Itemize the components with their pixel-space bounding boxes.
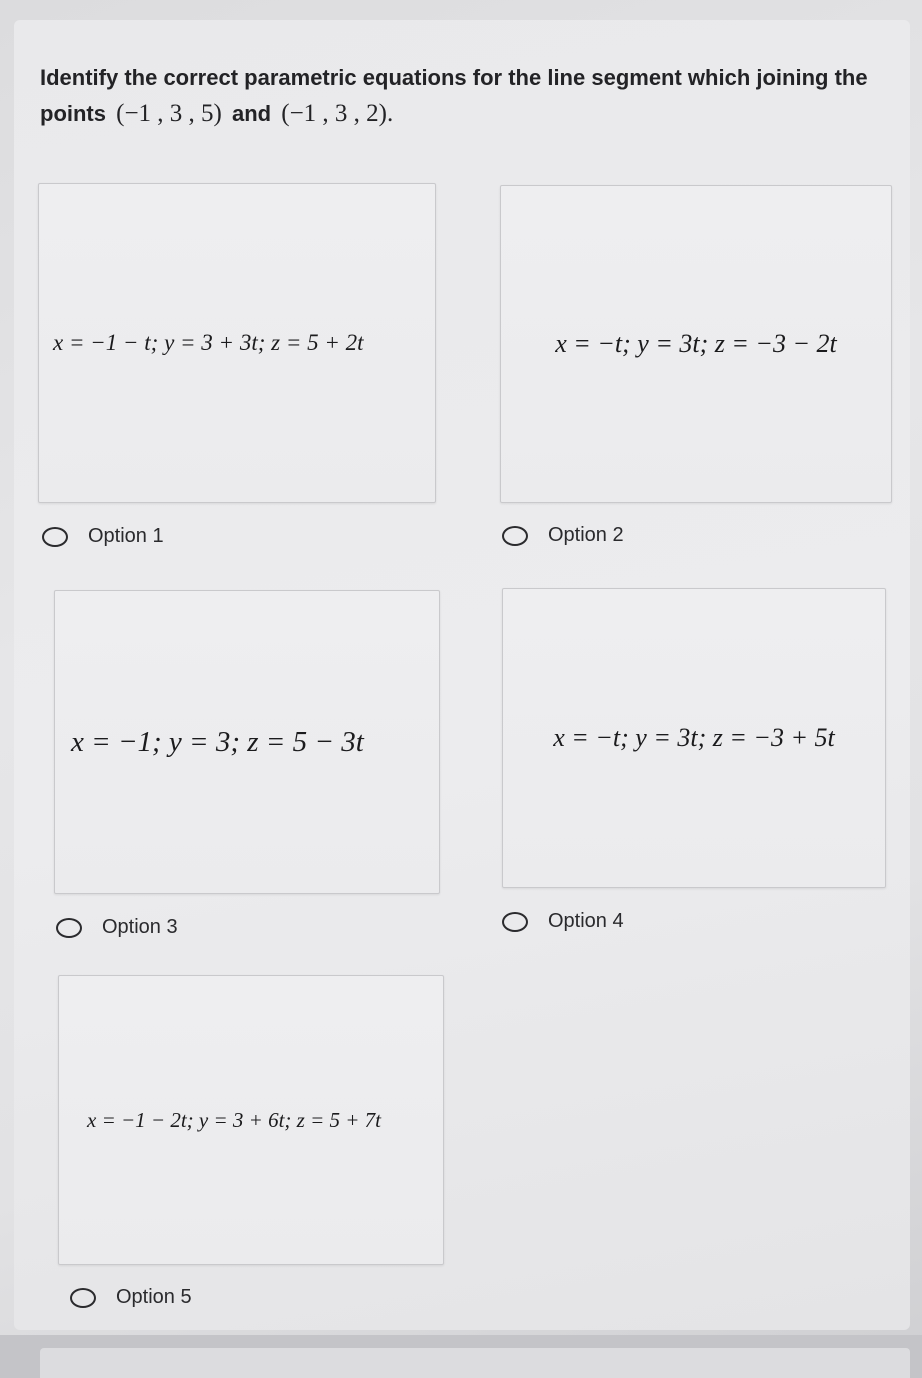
option-2-radio-row[interactable] bbox=[502, 524, 624, 547]
option-4-radio-row[interactable] bbox=[502, 910, 624, 933]
option-4-equation: x = −t; y = 3t; z = −3 + 5t bbox=[553, 723, 835, 752]
option-1-radio-row[interactable] bbox=[42, 525, 164, 548]
point-b: (−1 , 3 , 2). bbox=[281, 100, 394, 127]
option-4-label: Option 4 bbox=[548, 910, 624, 932]
option-2-radio[interactable] bbox=[502, 526, 528, 546]
option-5-label: Option 5 bbox=[116, 1286, 192, 1308]
option-1-label: Option 1 bbox=[88, 525, 164, 547]
option-2-equation: x = −t; y = 3t; z = −3 − 2t bbox=[555, 329, 837, 358]
option-3-equation: x = −1; y = 3; z = 5 − 3t bbox=[71, 725, 364, 758]
question-prompt: Identify the correct parametric equations for the line segment which joining the points bbox=[40, 65, 868, 126]
next-question-strip bbox=[40, 1348, 910, 1378]
option-5-card[interactable] bbox=[58, 975, 444, 1265]
option-3-radio-row[interactable] bbox=[56, 916, 178, 939]
option-3-radio[interactable] bbox=[56, 918, 82, 938]
option-2-label: Option 2 bbox=[548, 524, 624, 546]
option-3-label: Option 3 bbox=[102, 916, 178, 938]
point-a: (−1 , 3 , 5) bbox=[116, 100, 222, 127]
option-1-equation: x = −1 − t; y = 3 + 3t; z = 5 + 2t bbox=[53, 330, 364, 355]
option-4-card[interactable] bbox=[502, 588, 886, 888]
option-5-equation: x = −1 − 2t; y = 3 + 6t; z = 5 + 7t bbox=[87, 1107, 381, 1132]
option-4-radio[interactable] bbox=[502, 912, 528, 932]
option-1-radio[interactable] bbox=[42, 527, 68, 547]
option-3-card[interactable] bbox=[54, 590, 440, 894]
option-2-card[interactable] bbox=[500, 185, 892, 503]
option-5-radio-row[interactable] bbox=[70, 1286, 192, 1309]
question-text bbox=[40, 60, 900, 132]
question-connector: and bbox=[232, 101, 272, 126]
option-1-card[interactable] bbox=[38, 183, 436, 503]
option-5-radio[interactable] bbox=[70, 1288, 96, 1308]
